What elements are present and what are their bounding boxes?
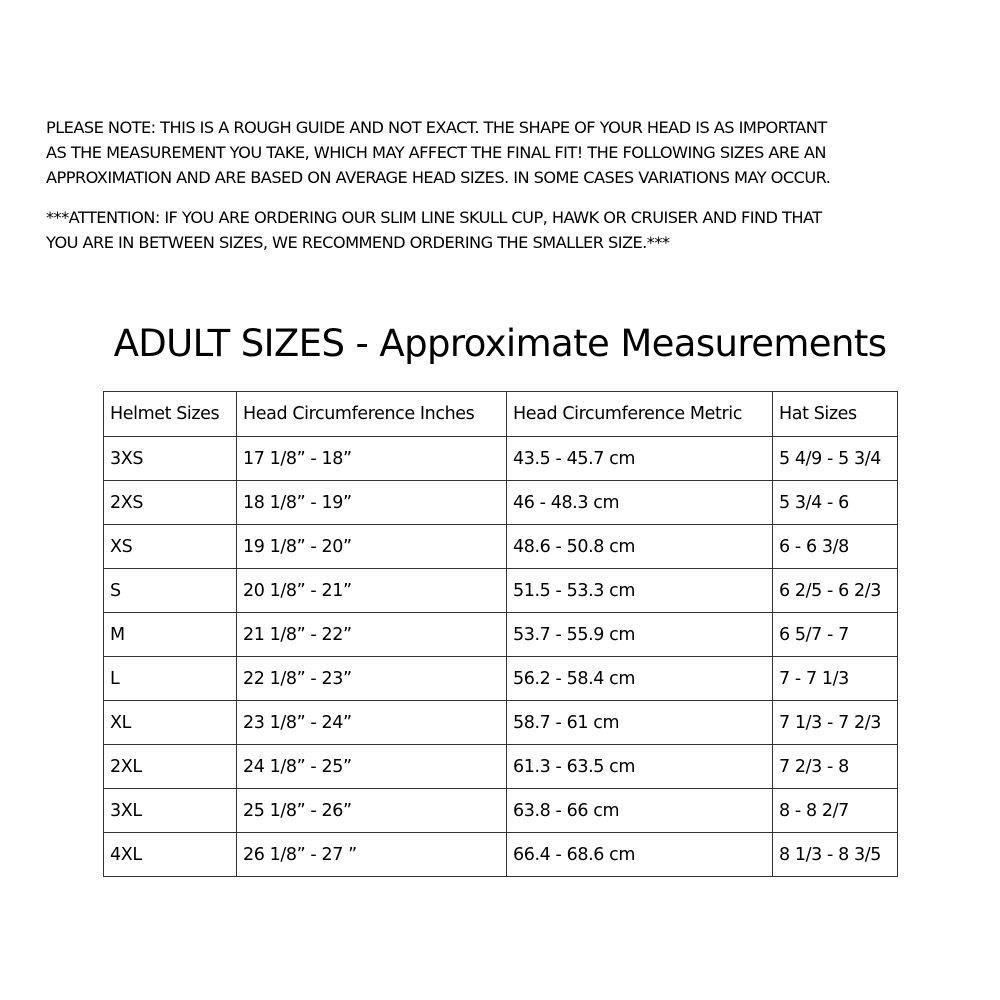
- helmet-size-cell: S: [104, 569, 237, 613]
- hat-size-cell: 7 2/3 - 8: [773, 745, 898, 789]
- metric-cell: 63.8 - 66 cm: [507, 789, 773, 833]
- header-helmet-sizes: Helmet Sizes: [104, 392, 237, 437]
- header-hat-sizes: Hat Sizes: [773, 392, 898, 437]
- header-head-circumference-metric: Head Circumference Metric: [507, 392, 773, 437]
- hat-size-cell: 5 4/9 - 5 3/4: [773, 437, 898, 481]
- table-row: [104, 569, 898, 613]
- hat-size-cell: 8 1/3 - 8 3/5: [773, 833, 898, 877]
- attention-line: ***ATTENTION: IF YOU ARE ORDERING OUR SLIM LINE SKULL CUP, HAWK OR CRUISER AND FIND THAT: [46, 208, 822, 227]
- hat-size-cell: 7 1/3 - 7 2/3: [773, 701, 898, 745]
- hat-size-cell: 5 3/4 - 6: [773, 481, 898, 525]
- hat-size-cell: 8 - 8 2/7: [773, 789, 898, 833]
- helmet-size-cell: 2XS: [104, 481, 237, 525]
- table-row: [104, 789, 898, 833]
- size-chart-title: ADULT SIZES - Approximate Measurements: [113, 322, 887, 365]
- table-row: [104, 481, 898, 525]
- helmet-size-cell: XS: [104, 525, 237, 569]
- table-header-row: [104, 392, 898, 437]
- metric-cell: 43.5 - 45.7 cm: [507, 437, 773, 481]
- inches-cell: 19 1/8” - 20”: [237, 525, 507, 569]
- metric-cell: 56.2 - 58.4 cm: [507, 657, 773, 701]
- note-line: APPROXIMATION AND ARE BASED ON AVERAGE HEAD SIZES. IN SOME CASES VARIATIONS MAY OCCUR.: [46, 168, 831, 187]
- table-row: [104, 745, 898, 789]
- header-head-circumference-inches: Head Circumference Inches: [237, 392, 507, 437]
- hat-size-cell: 6 - 6 3/8: [773, 525, 898, 569]
- table-row: [104, 525, 898, 569]
- metric-cell: 53.7 - 55.9 cm: [507, 613, 773, 657]
- metric-cell: 51.5 - 53.3 cm: [507, 569, 773, 613]
- table-row: [104, 613, 898, 657]
- hat-size-cell: 6 5/7 - 7: [773, 613, 898, 657]
- please-note-text: [46, 115, 986, 190]
- inches-cell: 21 1/8” - 22”: [237, 613, 507, 657]
- inches-cell: 22 1/8” - 23”: [237, 657, 507, 701]
- inches-cell: 18 1/8” - 19”: [237, 481, 507, 525]
- hat-size-cell: 6 2/5 - 6 2/3: [773, 569, 898, 613]
- inches-cell: 20 1/8” - 21”: [237, 569, 507, 613]
- attention-line: YOU ARE IN BETWEEN SIZES, WE RECOMMEND ORDERING THE SMALLER SIZE.***: [46, 233, 670, 252]
- metric-cell: 66.4 - 68.6 cm: [507, 833, 773, 877]
- inches-cell: 25 1/8” - 26”: [237, 789, 507, 833]
- size-chart-table: [103, 391, 898, 877]
- metric-cell: 48.6 - 50.8 cm: [507, 525, 773, 569]
- note-line: AS THE MEASUREMENT YOU TAKE, WHICH MAY AFFECT THE FINAL FIT! THE FOLLOWING SIZES ARE AN: [46, 143, 826, 162]
- attention-text: [46, 205, 986, 255]
- helmet-size-cell: 2XL: [104, 745, 237, 789]
- helmet-size-cell: 4XL: [104, 833, 237, 877]
- table-row: [104, 437, 898, 481]
- inches-cell: 17 1/8” - 18”: [237, 437, 507, 481]
- helmet-size-cell: M: [104, 613, 237, 657]
- helmet-size-cell: L: [104, 657, 237, 701]
- helmet-size-cell: XL: [104, 701, 237, 745]
- metric-cell: 61.3 - 63.5 cm: [507, 745, 773, 789]
- helmet-size-cell: 3XL: [104, 789, 237, 833]
- inches-cell: 24 1/8” - 25”: [237, 745, 507, 789]
- metric-cell: 46 - 48.3 cm: [507, 481, 773, 525]
- hat-size-cell: 7 - 7 1/3: [773, 657, 898, 701]
- table-row: [104, 657, 898, 701]
- metric-cell: 58.7 - 61 cm: [507, 701, 773, 745]
- note-line: PLEASE NOTE: THIS IS A ROUGH GUIDE AND NOT EXACT. THE SHAPE OF YOUR HEAD IS AS IMPORTANT: [46, 118, 827, 137]
- table-row: [104, 701, 898, 745]
- inches-cell: 26 1/8” - 27 ”: [237, 833, 507, 877]
- inches-cell: 23 1/8” - 24”: [237, 701, 507, 745]
- table-row: [104, 833, 898, 877]
- helmet-size-cell: 3XS: [104, 437, 237, 481]
